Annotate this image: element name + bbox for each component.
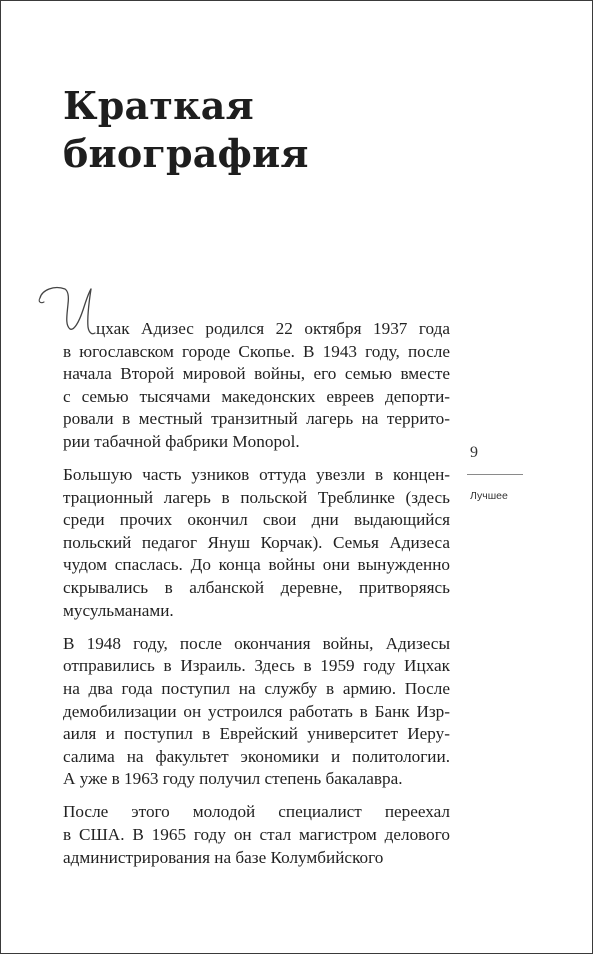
text-line: с семью тысячами македонских евреев депорти-: [63, 386, 450, 406]
text-line: салима на факультет экономики и политологии.: [63, 746, 450, 766]
text-line: В 1948 году, после окончания войны, Адизесы: [63, 633, 450, 653]
chapter-title: [63, 82, 309, 178]
text-line: трационный лагерь в польской Треблинке (здесь: [63, 487, 450, 507]
text-line: рии табачной фабрики Monopol.: [63, 431, 300, 451]
text-line: После этого молодой специалист переехал: [63, 802, 450, 822]
text-line: скрывались в албанской деревне, притворяясь: [63, 578, 450, 598]
body-text: [63, 318, 450, 880]
paragraph: [63, 633, 450, 791]
text-line: мусульманами.: [63, 600, 174, 620]
running-head: Лучшее: [470, 490, 508, 502]
sidebar-rule: [467, 474, 523, 475]
page-number: 9: [470, 444, 478, 461]
paragraph: [63, 318, 450, 454]
text-line: ровали в местный транзитный лагерь на террито-: [63, 409, 450, 429]
text-line: А уже в 1963 году получил степень бакалавра.: [63, 769, 403, 789]
text-line: демобилизации он устроился работать в Банк Изр-: [63, 701, 450, 721]
paragraph: [63, 464, 450, 622]
text-line: цхак Адизес родился 22 октября 1937 года: [96, 319, 450, 338]
text-line: чудом спаслась. До конца войны они вынужденно: [63, 555, 450, 575]
text-line: отправились в Израиль. Здесь в 1959 году Ицхак: [63, 656, 450, 676]
text-line: на два года поступил на службу в армию. После: [63, 678, 450, 698]
paragraph: [63, 801, 450, 869]
chapter-title-line: Краткая: [63, 83, 254, 128]
text-line: начала Второй мировой войны, его семью вместе: [63, 364, 450, 384]
text-line: Большую часть узников оттуда увезли в концен-: [63, 465, 450, 485]
text-line: аиля и поступил в Еврейский университет Иеру-: [63, 724, 450, 744]
chapter-title-line: биография: [63, 131, 309, 176]
text-line: среди прочих окончил свои дни выдающийся: [63, 510, 450, 530]
text-line: польский педагог Януш Корчак). Семья Адизеса: [63, 532, 450, 552]
text-line: администрирования на базе Колумбийского: [63, 847, 384, 867]
text-line: в США. В 1965 году он стал магистром делового: [63, 824, 450, 844]
text-line: в югославском городе Скопье. В 1943 году, после: [63, 341, 450, 361]
